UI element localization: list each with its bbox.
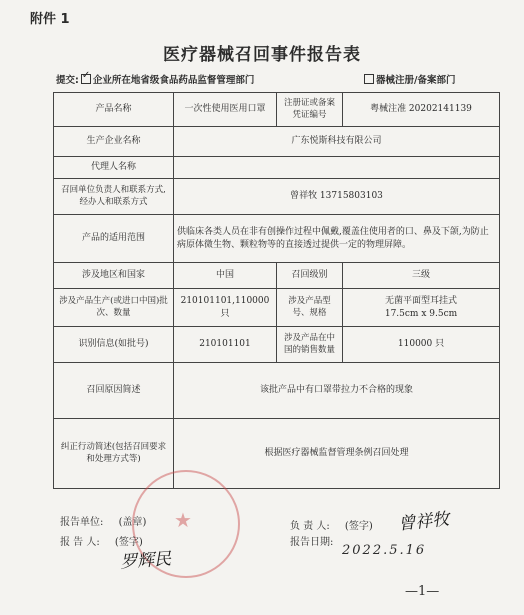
seal-star-icon: ★: [174, 508, 192, 532]
table-row: [54, 327, 500, 363]
region-value: 中国: [174, 263, 277, 289]
id-label: 识别信息(如批号): [54, 327, 174, 363]
scope-label: 产品的适用范围: [54, 215, 174, 263]
page-number: —1—: [405, 584, 440, 599]
principal-signature: 曾祥牧: [397, 509, 451, 535]
report-date-value: 2022.5.16: [342, 543, 427, 558]
product-name-value: 一次性使用医用口罩: [174, 93, 277, 127]
agent-value: [174, 157, 500, 179]
report-date-label: 报告日期:: [290, 537, 334, 548]
table-row: [54, 127, 500, 157]
action-value: 根据医疗器械监督管理条例召回处理: [174, 419, 500, 489]
reporter-line: [60, 533, 143, 548]
reporter-signature: 罗辉民: [119, 549, 172, 573]
checkbox-empty-icon: [364, 74, 374, 84]
batch-value: 210101101,110000 只: [174, 289, 277, 327]
model-value: [343, 289, 500, 327]
agent-label: 代理人名称: [54, 157, 174, 179]
recall-level-label: 召回级别: [277, 263, 343, 289]
product-name-label: 产品名称: [54, 93, 174, 127]
manufacturer-value: 广东悦斯科技有限公司: [174, 127, 500, 157]
id-value: 210101101: [174, 327, 277, 363]
recall-report-table: [53, 92, 500, 489]
model-label: 涉及产品型号、规格: [277, 289, 343, 327]
unit-stamp-note: (盖章): [118, 517, 147, 528]
table-row: [54, 289, 500, 327]
submit-regulator-label: 企业所在地省级食品药品监督管理部门: [92, 75, 255, 86]
table-row: [54, 263, 500, 289]
model-line-2: 17.5cm x 9.5cm: [384, 308, 458, 319]
table-row: [54, 419, 500, 489]
report-unit-line: [60, 513, 146, 528]
reg-cert-label: 注册证或备案凭证编号: [277, 93, 343, 127]
reporter-sign-note: (签字): [114, 537, 143, 548]
model-line-1: 无菌平面型耳挂式: [384, 296, 457, 307]
contact-value: 曾祥牧 13715803103: [174, 179, 500, 215]
principal-sign-note: (签字): [344, 521, 373, 532]
region-label: 涉及地区和国家: [54, 263, 174, 289]
unit-label: 报告单位:: [60, 517, 104, 528]
table-row: [54, 215, 500, 263]
action-label: 纠正行动简述(包括召回要求和处理方式等): [54, 419, 174, 489]
principal-line: [290, 517, 373, 532]
submit-registrar-label: 器械注册/备案部门: [376, 75, 456, 86]
reason-label: 召回原因简述: [54, 363, 174, 419]
submit-option-regulator: [56, 72, 254, 86]
sales-label: 涉及产品在中国的销售数量: [277, 327, 343, 363]
batch-label: 涉及产品生产(或进口中国)批次、数量: [54, 289, 174, 327]
contact-label: 召回单位负责人和联系方式,经办人和联系方式: [54, 179, 174, 215]
checkbox-checked-icon: [81, 74, 91, 84]
reg-cert-value: 粤械注准 20202141139: [343, 93, 500, 127]
page-title: 医疗器械召回事件报告表: [163, 45, 361, 65]
table-row: [54, 363, 500, 419]
recall-level-value: 三级: [343, 263, 500, 289]
submit-option-registrar: [362, 72, 455, 86]
reporter-label: 报 告 人:: [60, 537, 100, 548]
table-row: [54, 157, 500, 179]
scope-value: 供临床各类人员在非有创操作过程中佩戴,覆盖住使用者的口、鼻及下颌,为防止病原体微生物、颗粒物等的直接透过提供一定的物理屏障。: [174, 215, 500, 263]
principal-label: 负 责 人:: [290, 521, 330, 532]
manufacturer-label: 生产企业名称: [54, 127, 174, 157]
attachment-label: 附件 1: [30, 12, 70, 27]
table-row: [54, 179, 500, 215]
sales-value: 110000 只: [343, 327, 500, 363]
table-row: [54, 93, 500, 127]
submit-prefix: 提交:: [56, 75, 79, 86]
reason-value: 该批产品中有口罩带拉力不合格的现象: [174, 363, 500, 419]
